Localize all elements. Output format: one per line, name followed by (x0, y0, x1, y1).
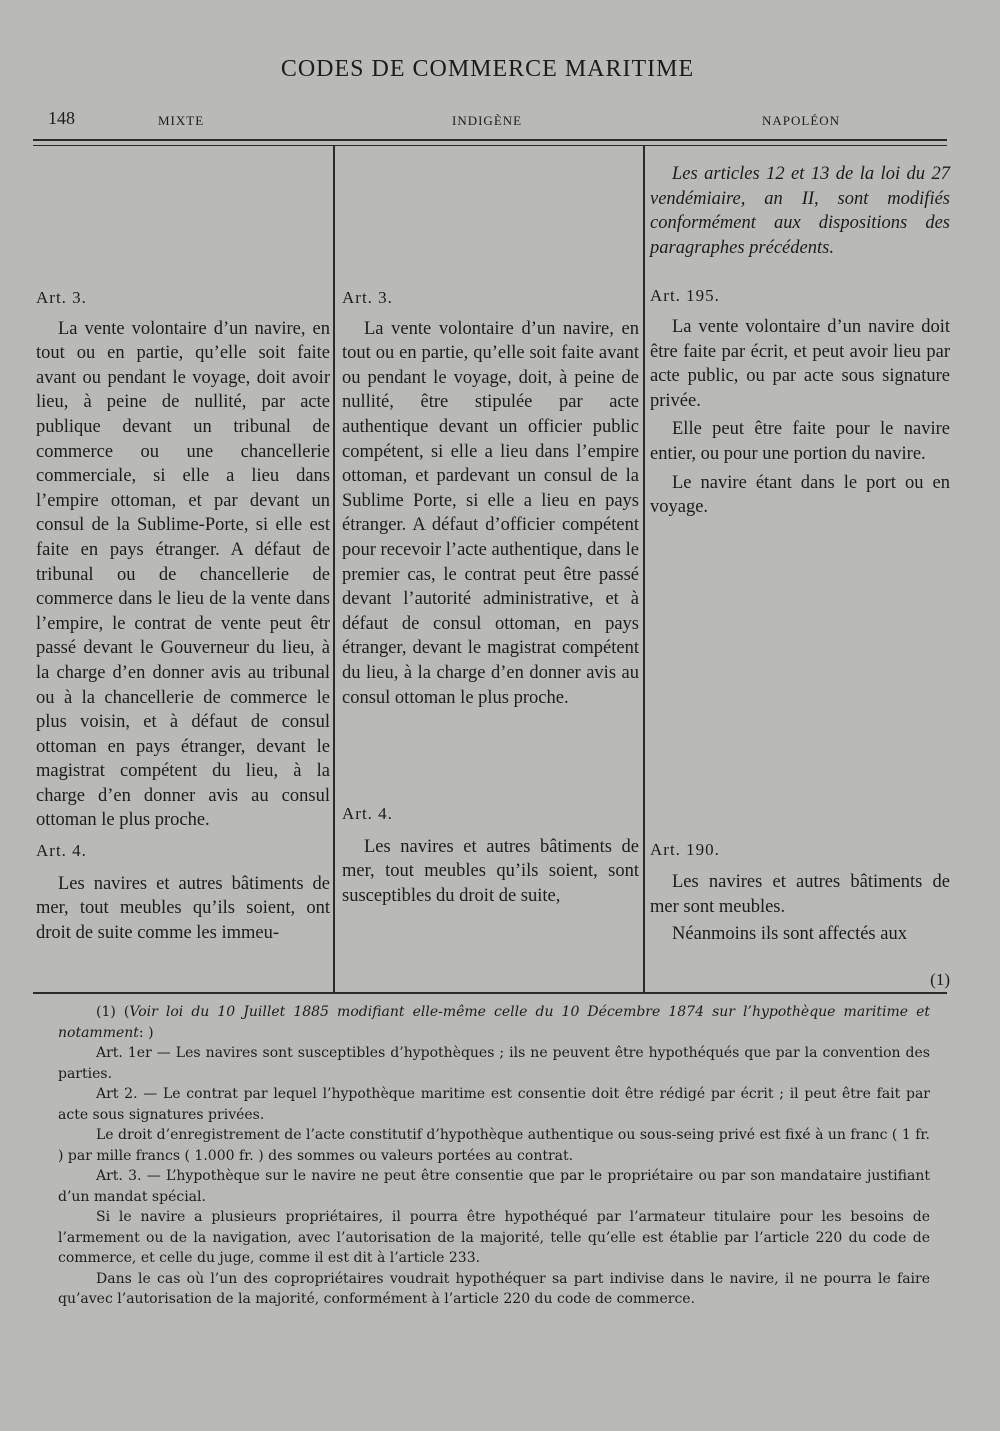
column-indigene (342, 154, 639, 989)
header-rule-bottom (33, 145, 947, 146)
footnote-rule (33, 992, 947, 994)
footnote (58, 1002, 930, 1310)
article-heading: Art. 195. (650, 286, 720, 306)
article-heading: Art. 4. (36, 841, 87, 861)
footnote-reference: Voir loi du 10 Juillet 1885 modifiant elle-même celle du 10 Décembre 1874 sur l’hypothèque maritime et notamment (58, 1004, 930, 1041)
footnote-paragraph: Art. 1er — Les navires sont susceptibles d’hypothèques ; ils ne peuvent être hypothéqués que par la convention des parties. (58, 1045, 930, 1082)
column-divider-1 (333, 145, 335, 992)
footnote-intro (58, 1002, 930, 1043)
article-text: La vente volontaire d’un navire, en tout ou en partie, qu’elle soit faite avant ou pendant le voyage, doit avoir lieu, à peine de nullité, par acte publique devant un tribunal de commerce ou une chancellerie commerciale, si elle a lieu dans l’empire ottoman, et par devant un consul de la Sublime-Porte, si elle est faite en pays étranger. A défaut de tribunal ou de chancellerie de commerce dans le lieu de la vente dans l’empire, le contrat de vente peut êtr passé devant le Gouverneur du lieu, à la charge d’en donner avis au tribunal ou à la chancellerie de commerce le plus voisin, et à défaut de consul ottoman en pays étranger, devant le magistrat compétent du lieu, à la charge d’en donner avis au consul ottoman le plus proche. (36, 318, 330, 831)
article-text: Néanmoins ils sont affectés aux (672, 923, 907, 944)
article-text: Les navires et autres bâtiments de mer, tout meubles qu’ils soient, ont droit de suite comme les immeu- (36, 873, 330, 943)
column-header-mixte: MIXTE (158, 113, 205, 128)
column-header-indigene: INDIGÈNE (452, 113, 523, 128)
footnote-paragraph: Dans le cas où l’un des copropriétaires voudrait hypothéquer sa part indivise dans le navire, il ne pourra le faire qu’avec l’autorisation de la majorité, conformément à l’article 220 du code de commerce. (58, 1270, 930, 1307)
article-text: Les navires et autres bâtiments de mer sont meubles. (650, 872, 950, 917)
footnote-marker: (1) (930, 970, 950, 989)
footnote-number: (1) ( (96, 1004, 130, 1020)
article-heading: Art. 4. (342, 804, 393, 824)
column-napoleon (650, 154, 950, 989)
column-header-napoleon: NAPOLÉON (762, 113, 841, 128)
article-heading: Art. 190. (650, 839, 720, 859)
footnote-intro-end: : ) (138, 1024, 154, 1041)
article-heading: Art. 3. (342, 288, 393, 307)
footnote-paragraph: Art 2. — Le contrat par lequel l’hypothèque maritime est consentie doit être rédigé par écrit ; il peut être fait par acte sous signatures privées. (58, 1086, 930, 1123)
page-title: CODES DE COMMERCE MARITIME (280, 56, 695, 82)
footnote-paragraph: Si le navire a plusieurs propriétaires, il pourra être hypothéqué par l’armateur titulaire pour les besoins de l’armement ou de la navigation, avec l’autorisation de la majorité, telle qu’elle est établie par l’article 220 du code de commerce, et celle du juge, comme il est dit à l’article 233. (58, 1209, 930, 1266)
article-text: La vente volontaire d’un navire doit être faite par écrit, et peut avoir lieu par acte public, ou par acte sous signature privée. (650, 316, 950, 411)
column-mixte (36, 154, 330, 989)
article-text: Le navire étant dans le port ou en voyage. (650, 472, 950, 518)
page-number: 148 (48, 108, 75, 128)
header-rule-top (33, 139, 947, 141)
article-heading: Art. 3. (36, 288, 87, 307)
intro-note: Les articles 12 et 13 de la loi du 27 vendémiaire, an II, sont modifiés conformément aux dispositions des paragraphes précédents. (650, 164, 950, 258)
article-text: Les navires et autres bâtiments de mer, tout meubles qu’ils soient, sont susceptibles du droit de suite, (342, 836, 639, 906)
column-divider-2 (643, 145, 645, 992)
footnote-paragraph: Le droit d’enregistrement de l’acte constitutif d’hypothèque authentique ou sous-seing privé est fixé à un franc ( 1 fr. ) par mille francs ( 1.000 fr. ) des sommes ou valeurs portées au contrat. (58, 1127, 930, 1164)
footnote-paragraph: Art. 3. — L’hypothèque sur le navire ne peut être consentie que par le propriétaire ou par son mandataire justifiant d’un mandat spécial. (58, 1168, 930, 1205)
article-text: La vente volontaire d’un navire, en tout ou en partie, qu’elle soit faite avant ou pendant le voyage, doit, à peine de nullité, être stipulée par acte authentique devant un officier public compétent, si elle a lieu dans l’empire ottoman, et pardevant un consul de la Sublime Porte, si elle a lieu en pays étranger. A défaut d’officier compétent pour recevoir l’acte authentique, dans le premier cas, le contrat peut être passé devant l’autorité administrative, et à défaut de consul ottoman, en pays étranger, devant le magistrat compétent du lieu, à la charge d’en donner avis au consul ottoman le plus proche. (342, 318, 639, 708)
article-text: Elle peut être faite pour le navire entier, ou pour une portion du navire. (650, 419, 950, 464)
